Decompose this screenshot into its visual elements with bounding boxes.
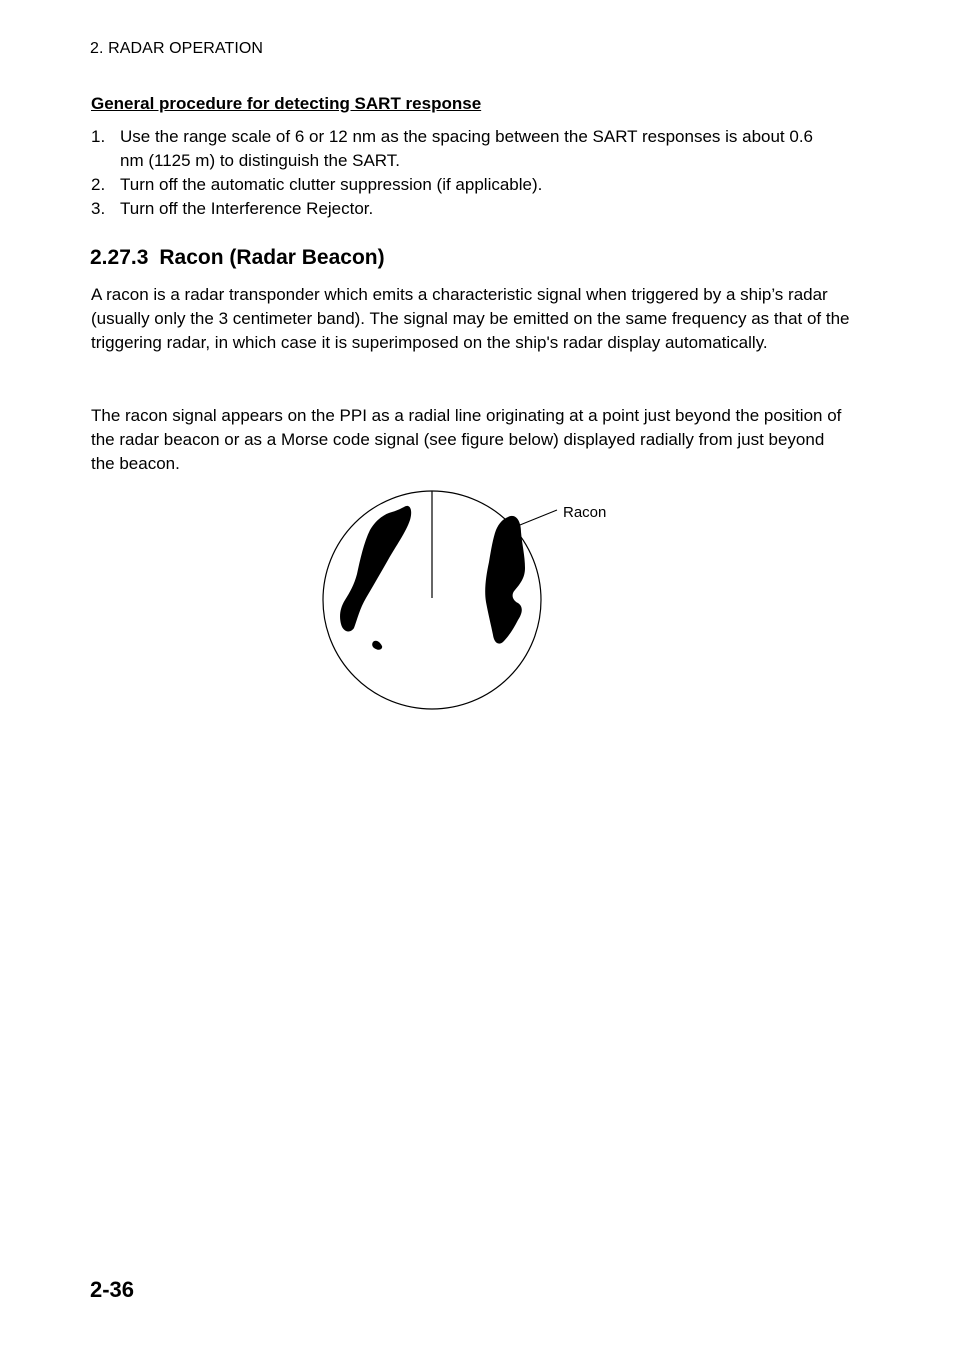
step-text: Turn off the automatic clutter suppression (if applicable). (120, 175, 543, 194)
step-number: 2. (91, 175, 106, 194)
list-item (91, 125, 831, 173)
ppi-diagram (300, 480, 640, 720)
procedure-steps (91, 125, 831, 221)
paragraph-racon-definition: A racon is a radar transponder which emits a characteristic signal when triggered by a ship’s radar (usually only the 3 centimeter band). The signal may be emitted on the same frequency as that of the triggering radar, in which case it is superimposed on the ship's radar display automatically. (91, 285, 850, 352)
step-text: Turn off the Interference Rejector. (120, 199, 374, 218)
step-number: 3. (91, 199, 106, 218)
page-number: 2-36 (90, 1277, 135, 1302)
ppi-racon-figure (300, 480, 640, 720)
section-number: 2.27.3 (90, 246, 149, 269)
step-number: 1. (91, 127, 106, 146)
list-item (91, 173, 831, 197)
list-item (91, 197, 831, 221)
paragraph-racon-signal: The racon signal appears on the PPI as a radial line originating at a point just beyond the position of the radar beacon or as a Morse code signal (see figure below) displayed radially from just beyond the beacon. (91, 406, 842, 473)
section-title: Racon (Radar Beacon) (159, 246, 385, 269)
section-heading (90, 246, 385, 270)
step-text: Use the range scale of 6 or 12 nm as the spacing between the SART responses is about 0.6 nm (1125 m) to distinguish the SART. (120, 127, 814, 170)
running-header: 2. RADAR OPERATION (90, 40, 264, 57)
procedure-heading: General procedure for detecting SART response (91, 94, 482, 113)
racon-label: Racon (563, 504, 607, 521)
